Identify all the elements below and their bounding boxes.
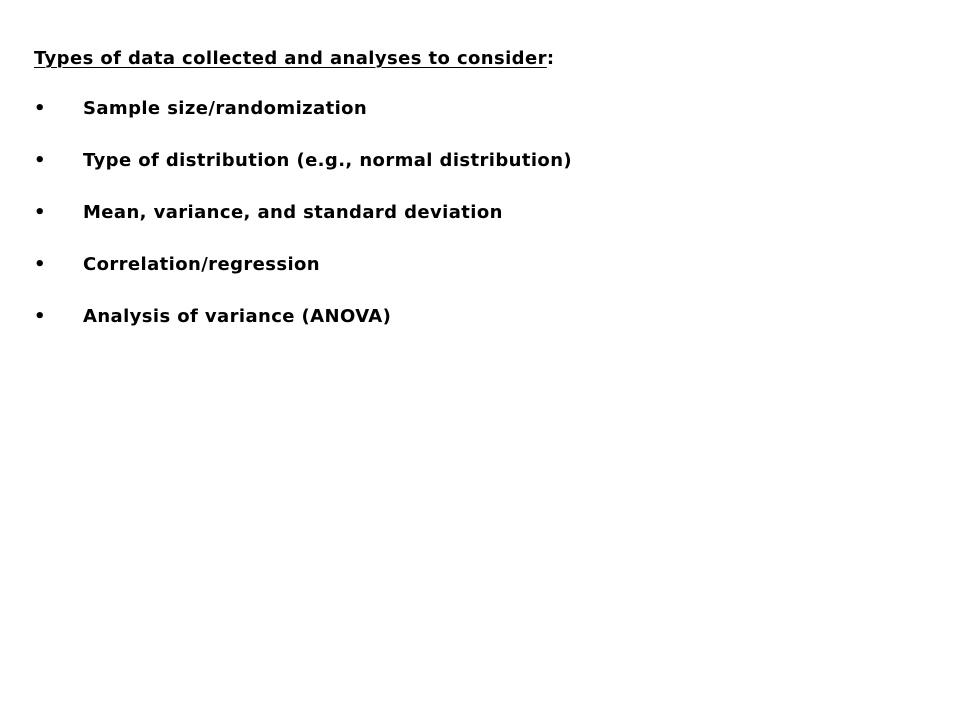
bullet-text: Analysis of variance (ANOVA) xyxy=(83,306,392,327)
slide-heading xyxy=(34,48,554,69)
bullet-icon: • xyxy=(34,254,46,275)
bullet-icon: • xyxy=(34,202,46,223)
bullet-text: Type of distribution (e.g., normal distribution) xyxy=(83,150,573,171)
bullet-text: Mean, variance, and standard deviation xyxy=(83,202,503,223)
bullet-text: Correlation/regression xyxy=(83,254,321,275)
bullet-icon: • xyxy=(34,306,46,327)
bullet-text: Sample size/randomization xyxy=(83,98,368,119)
heading-colon: : xyxy=(546,48,555,69)
heading-text: Types of data collected and analyses to consider xyxy=(34,48,547,69)
bullet-icon: • xyxy=(34,150,46,171)
bullet-icon: • xyxy=(34,98,46,119)
